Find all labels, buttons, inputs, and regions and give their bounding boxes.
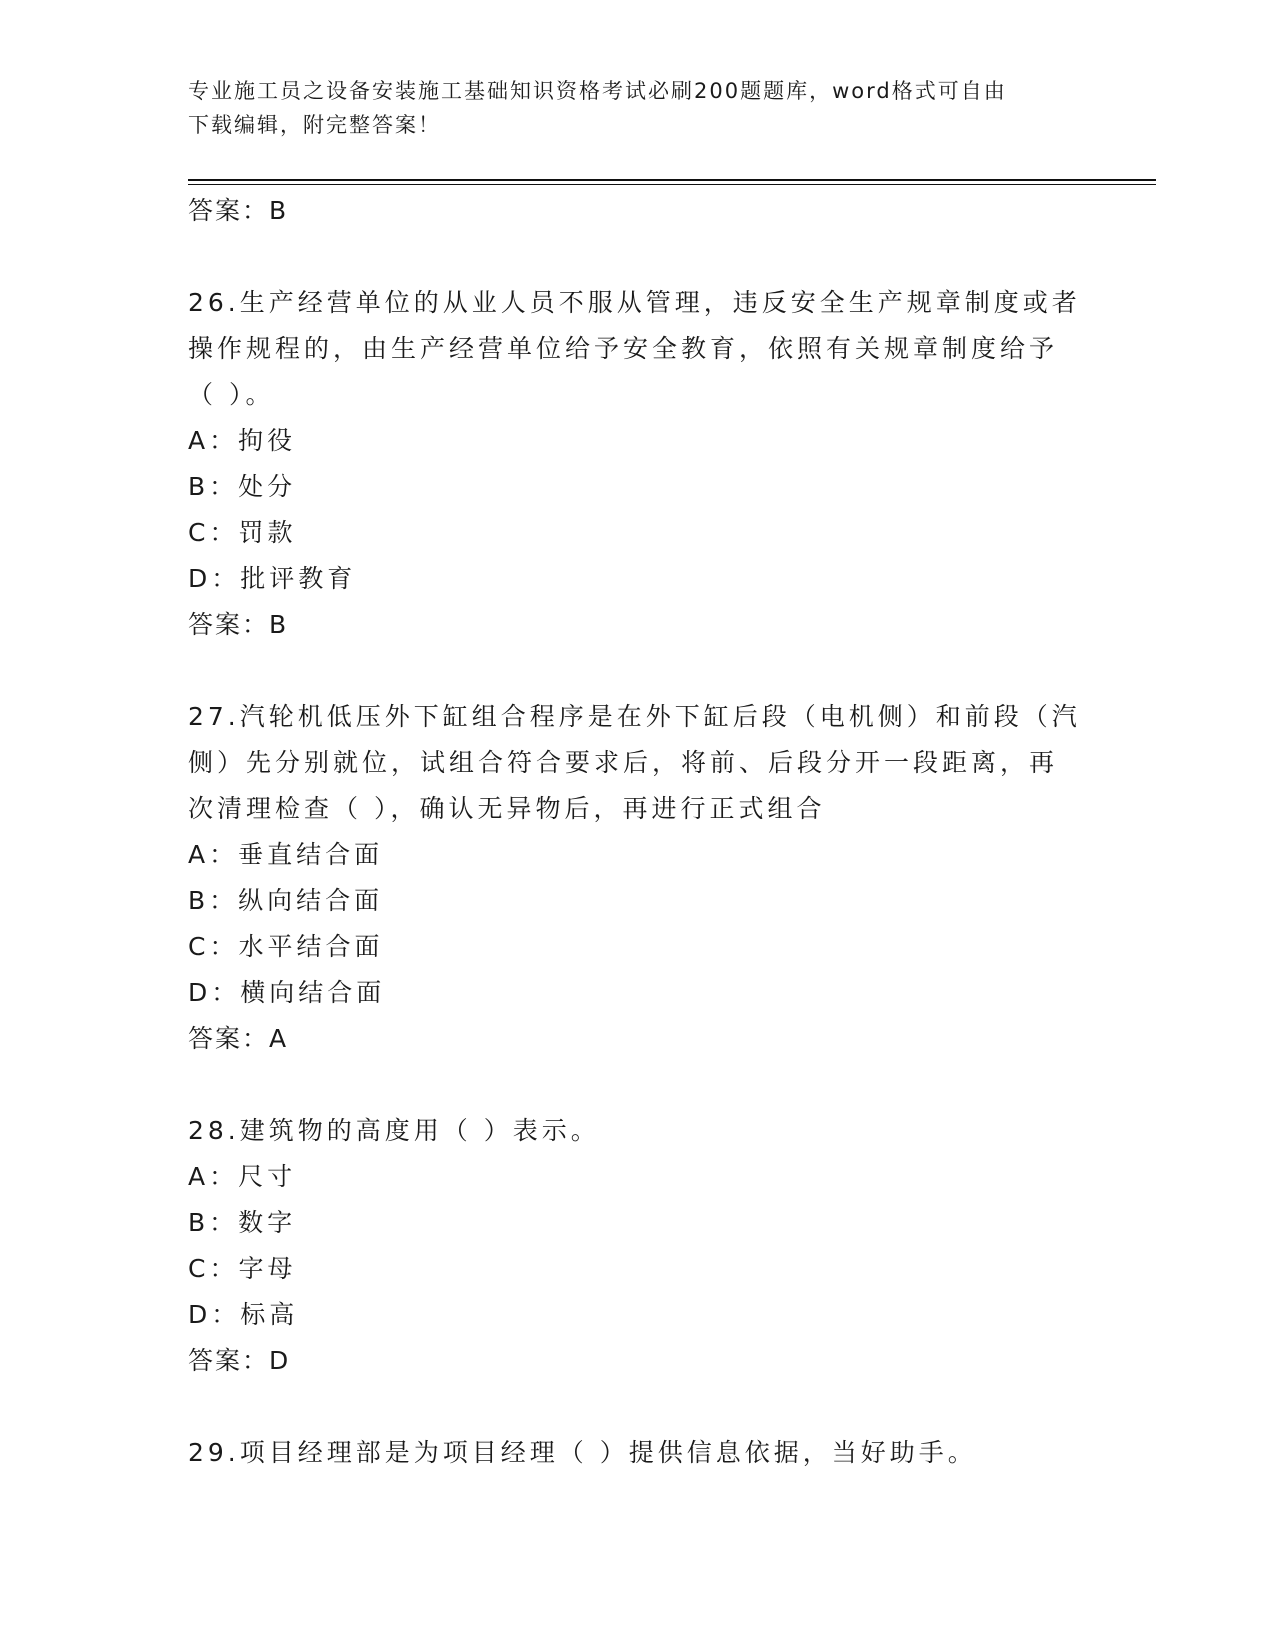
spacer: [188, 648, 1088, 694]
header-line-1: 专业施工员之设备安装施工基础知识资格考试必刷200题题库，word格式可自由: [188, 79, 1007, 103]
option-d: D：标高: [188, 1300, 299, 1329]
option-a: A：尺寸: [188, 1162, 297, 1191]
option-c: C：水平结合面: [188, 932, 384, 961]
question-text-line: 次清理检查（ ），确认无异物后，再进行正式组合: [188, 794, 826, 823]
header-line-2: 下载编辑，附完整答案！: [188, 113, 441, 137]
question-text-line: 29.项目经理部是为项目经理（ ）提供信息依据，当好助手。: [188, 1438, 977, 1467]
option-d: D：批评教育: [188, 564, 357, 593]
option-d: D：横向结合面: [188, 978, 386, 1007]
header-rule-thick: [188, 179, 1156, 181]
question-item: [188, 1430, 1088, 1476]
option-a: A：垂直结合面: [188, 840, 384, 869]
option-c: C：罚款: [188, 518, 297, 547]
spacer: [188, 1384, 1088, 1430]
option-b: B：纵向结合面: [188, 886, 384, 915]
question-text-line: 28.建筑物的高度用（ ）表示。: [188, 1116, 600, 1145]
question-text-line: 27.汽轮机低压外下缸组合程序是在外下缸后段（电机侧）和前段（汽: [188, 702, 1081, 731]
header-rule-thin: [188, 184, 1156, 185]
question-item: [188, 280, 1088, 648]
option-b: B：数字: [188, 1208, 297, 1237]
question-text-line: （ ）。: [188, 380, 275, 409]
question-list: [188, 188, 1088, 1476]
answer-line: 答案：B: [188, 196, 289, 225]
spacer: [188, 1062, 1088, 1108]
answer-line: 答案：B: [188, 610, 289, 639]
question-text-line: 侧）先分别就位，试组合符合要求后，将前、后段分开一段距离，再: [188, 748, 1059, 777]
option-b: B：处分: [188, 472, 297, 501]
question-text-line: 操作规程的，由生产经营单位给予安全教育，依照有关规章制度给予: [188, 334, 1059, 363]
question-item: [188, 694, 1088, 1062]
option-a: A：拘役: [188, 426, 297, 455]
option-c: C：字母: [188, 1254, 297, 1283]
question-item: [188, 1108, 1088, 1384]
answer-line: 答案：D: [188, 1346, 291, 1375]
question-text-line: 26.生产经营单位的从业人员不服从管理，违反安全生产规章制度或者: [188, 288, 1081, 317]
answer-line: 答案：A: [188, 1024, 289, 1053]
document-header: [188, 74, 1068, 142]
spacer: [188, 234, 1088, 280]
